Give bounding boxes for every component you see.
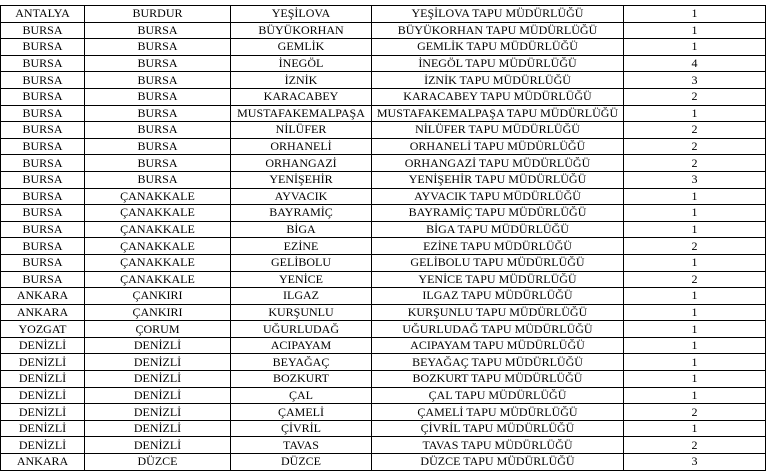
regional-directorate-cell: BURSA bbox=[1, 122, 85, 139]
province-cell: ÇANAKKALE bbox=[85, 205, 231, 222]
district-cell: İZNİK bbox=[231, 72, 372, 89]
province-cell: ÇORUM bbox=[85, 321, 231, 338]
office-name-cell: YENİŞEHİR TAPU MÜDÜRLÜĞÜ bbox=[372, 171, 624, 188]
table-row bbox=[1, 88, 766, 105]
province-cell: DÜZCE bbox=[85, 454, 231, 471]
count-cell: 1 bbox=[624, 221, 766, 238]
district-cell: NİLÜFER bbox=[231, 122, 372, 139]
province-cell: BURSA bbox=[85, 22, 231, 39]
regional-directorate-cell: DENİZLİ bbox=[1, 437, 85, 454]
office-name-cell: UĞURLUDAĞ TAPU MÜDÜRLÜĞÜ bbox=[372, 321, 624, 338]
table-row bbox=[1, 387, 766, 404]
count-cell: 1 bbox=[624, 420, 766, 437]
table-row bbox=[1, 105, 766, 122]
office-name-cell: KURŞUNLU TAPU MÜDÜRLÜĞÜ bbox=[372, 304, 624, 321]
office-name-cell: DÜZCE TAPU MÜDÜRLÜĞÜ bbox=[372, 454, 624, 471]
office-name-cell: GELİBOLU TAPU MÜDÜRLÜĞÜ bbox=[372, 254, 624, 271]
district-cell: YENİŞEHİR bbox=[231, 171, 372, 188]
count-cell: 3 bbox=[624, 72, 766, 89]
province-cell: BURSA bbox=[85, 39, 231, 56]
table-body bbox=[1, 6, 766, 471]
table-row bbox=[1, 321, 766, 338]
province-cell: BURSA bbox=[85, 105, 231, 122]
table-row bbox=[1, 171, 766, 188]
office-name-cell: BEYAĞAÇ TAPU MÜDÜRLÜĞÜ bbox=[372, 354, 624, 371]
table-row bbox=[1, 55, 766, 72]
table-row bbox=[1, 354, 766, 371]
province-cell: BURSA bbox=[85, 88, 231, 105]
regional-directorate-cell: BURSA bbox=[1, 39, 85, 56]
table-row bbox=[1, 22, 766, 39]
table-row bbox=[1, 371, 766, 388]
count-cell: 1 bbox=[624, 205, 766, 222]
district-cell: DÜZCE bbox=[231, 454, 372, 471]
regional-directorate-cell: BURSA bbox=[1, 205, 85, 222]
regional-directorate-cell: DENİZLİ bbox=[1, 404, 85, 421]
district-cell: KARACABEY bbox=[231, 88, 372, 105]
count-cell: 3 bbox=[624, 454, 766, 471]
province-cell: DENİZLİ bbox=[85, 371, 231, 388]
district-cell: ACIPAYAM bbox=[231, 337, 372, 354]
district-cell: ORHANGAZİ bbox=[231, 155, 372, 172]
table-row bbox=[1, 155, 766, 172]
office-name-cell: MUSTAFAKEMALPAŞA TAPU MÜDÜRLÜĞÜ bbox=[372, 105, 624, 122]
regional-directorate-cell: BURSA bbox=[1, 238, 85, 255]
district-cell: UĞURLUDAĞ bbox=[231, 321, 372, 338]
district-cell: GELİBOLU bbox=[231, 254, 372, 271]
count-cell: 1 bbox=[624, 371, 766, 388]
table-row bbox=[1, 254, 766, 271]
district-cell: GEMLİK bbox=[231, 39, 372, 56]
count-cell: 2 bbox=[624, 138, 766, 155]
count-cell: 1 bbox=[624, 105, 766, 122]
province-cell: BURSA bbox=[85, 72, 231, 89]
count-cell: 1 bbox=[624, 188, 766, 205]
office-name-cell: İNEGÖL TAPU MÜDÜRLÜĞÜ bbox=[372, 55, 624, 72]
table-row bbox=[1, 221, 766, 238]
regional-directorate-cell: ANTALYA bbox=[1, 6, 85, 23]
office-name-cell: İZNİK TAPU MÜDÜRLÜĞÜ bbox=[372, 72, 624, 89]
table-row bbox=[1, 238, 766, 255]
count-cell: 3 bbox=[624, 171, 766, 188]
province-cell: ÇANKIRI bbox=[85, 304, 231, 321]
district-cell: ÇAL bbox=[231, 387, 372, 404]
table-row bbox=[1, 454, 766, 471]
province-cell: ÇANAKKALE bbox=[85, 238, 231, 255]
district-cell: EZİNE bbox=[231, 238, 372, 255]
office-name-cell: TAVAS TAPU MÜDÜRLÜĞÜ bbox=[372, 437, 624, 454]
district-cell: TAVAS bbox=[231, 437, 372, 454]
regional-directorate-cell: BURSA bbox=[1, 188, 85, 205]
count-cell: 2 bbox=[624, 122, 766, 139]
count-cell: 2 bbox=[624, 88, 766, 105]
table-row bbox=[1, 205, 766, 222]
district-cell: BEYAĞAÇ bbox=[231, 354, 372, 371]
province-cell: DENİZLİ bbox=[85, 437, 231, 454]
district-cell: YENİCE bbox=[231, 271, 372, 288]
province-cell: BURDUR bbox=[85, 6, 231, 23]
province-cell: ÇANAKKALE bbox=[85, 221, 231, 238]
office-name-cell: ÇİVRİL TAPU MÜDÜRLÜĞÜ bbox=[372, 420, 624, 437]
count-cell: 2 bbox=[624, 404, 766, 421]
province-cell: BURSA bbox=[85, 138, 231, 155]
regional-directorate-cell: ANKARA bbox=[1, 304, 85, 321]
province-cell: ÇANAKKALE bbox=[85, 254, 231, 271]
province-cell: BURSA bbox=[85, 171, 231, 188]
count-cell: 1 bbox=[624, 321, 766, 338]
regional-directorate-cell: DENİZLİ bbox=[1, 354, 85, 371]
district-cell: BÜYÜKORHAN bbox=[231, 22, 372, 39]
regional-directorate-cell: YOZGAT bbox=[1, 321, 85, 338]
regional-directorate-cell: BURSA bbox=[1, 22, 85, 39]
province-cell: DENİZLİ bbox=[85, 354, 231, 371]
regional-directorate-cell: DENİZLİ bbox=[1, 387, 85, 404]
regional-directorate-cell: BURSA bbox=[1, 254, 85, 271]
office-name-cell: ACIPAYAM TAPU MÜDÜRLÜĞÜ bbox=[372, 337, 624, 354]
province-cell: DENİZLİ bbox=[85, 387, 231, 404]
district-cell: ÇAMELİ bbox=[231, 404, 372, 421]
province-cell: DENİZLİ bbox=[85, 337, 231, 354]
count-cell: 2 bbox=[624, 155, 766, 172]
district-cell: İNEGÖL bbox=[231, 55, 372, 72]
office-name-cell: YEŞİLOVA TAPU MÜDÜRLÜĞÜ bbox=[372, 6, 624, 23]
office-name-cell: NİLÜFER TAPU MÜDÜRLÜĞÜ bbox=[372, 122, 624, 139]
office-name-cell: YENİCE TAPU MÜDÜRLÜĞÜ bbox=[372, 271, 624, 288]
office-name-cell: BİGA TAPU MÜDÜRLÜĞÜ bbox=[372, 221, 624, 238]
district-cell: MUSTAFAKEMALPAŞA bbox=[231, 105, 372, 122]
count-cell: 2 bbox=[624, 271, 766, 288]
district-cell: KURŞUNLU bbox=[231, 304, 372, 321]
table-row bbox=[1, 288, 766, 305]
table-row bbox=[1, 404, 766, 421]
regional-directorate-cell: DENİZLİ bbox=[1, 337, 85, 354]
table-row bbox=[1, 304, 766, 321]
regional-directorate-cell: BURSA bbox=[1, 72, 85, 89]
office-name-cell: AYVACIK TAPU MÜDÜRLÜĞÜ bbox=[372, 188, 624, 205]
district-cell: BİGA bbox=[231, 221, 372, 238]
office-name-cell: ÇAMELİ TAPU MÜDÜRLÜĞÜ bbox=[372, 404, 624, 421]
district-cell: ORHANELİ bbox=[231, 138, 372, 155]
count-cell: 1 bbox=[624, 304, 766, 321]
table-row bbox=[1, 138, 766, 155]
district-cell: ILGAZ bbox=[231, 288, 372, 305]
regional-directorate-cell: DENİZLİ bbox=[1, 371, 85, 388]
count-cell: 4 bbox=[624, 55, 766, 72]
table-row bbox=[1, 122, 766, 139]
table-row bbox=[1, 39, 766, 56]
count-cell: 1 bbox=[624, 254, 766, 271]
district-cell: AYVACIK bbox=[231, 188, 372, 205]
district-cell: BAYRAMİÇ bbox=[231, 205, 372, 222]
office-name-cell: ÇAL TAPU MÜDÜRLÜĞÜ bbox=[372, 387, 624, 404]
count-cell: 1 bbox=[624, 39, 766, 56]
count-cell: 1 bbox=[624, 288, 766, 305]
regional-directorate-cell: BURSA bbox=[1, 171, 85, 188]
province-cell: DENİZLİ bbox=[85, 404, 231, 421]
regional-directorate-cell: BURSA bbox=[1, 55, 85, 72]
province-cell: ÇANKIRI bbox=[85, 288, 231, 305]
count-cell: 1 bbox=[624, 22, 766, 39]
regional-directorate-cell: BURSA bbox=[1, 88, 85, 105]
office-name-cell: BÜYÜKORHAN TAPU MÜDÜRLÜĞÜ bbox=[372, 22, 624, 39]
regional-directorate-cell: DENİZLİ bbox=[1, 420, 85, 437]
office-name-cell: GEMLİK TAPU MÜDÜRLÜĞÜ bbox=[372, 39, 624, 56]
table-row bbox=[1, 437, 766, 454]
district-cell: ÇİVRİL bbox=[231, 420, 372, 437]
regional-directorate-cell: BURSA bbox=[1, 138, 85, 155]
province-cell: DENİZLİ bbox=[85, 420, 231, 437]
regional-directorate-cell: ANKARA bbox=[1, 454, 85, 471]
district-cell: BOZKURT bbox=[231, 371, 372, 388]
count-cell: 1 bbox=[624, 6, 766, 23]
province-cell: ÇANAKKALE bbox=[85, 271, 231, 288]
province-cell: BURSA bbox=[85, 155, 231, 172]
office-name-cell: BOZKURT TAPU MÜDÜRLÜĞÜ bbox=[372, 371, 624, 388]
table-row bbox=[1, 188, 766, 205]
regional-directorate-cell: BURSA bbox=[1, 271, 85, 288]
office-name-cell: ILGAZ TAPU MÜDÜRLÜĞÜ bbox=[372, 288, 624, 305]
count-cell: 1 bbox=[624, 337, 766, 354]
regional-directorate-cell: ANKARA bbox=[1, 288, 85, 305]
office-name-cell: ORHANGAZİ TAPU MÜDÜRLÜĞÜ bbox=[372, 155, 624, 172]
regional-directorate-cell: BURSA bbox=[1, 105, 85, 122]
province-cell: ÇANAKKALE bbox=[85, 188, 231, 205]
table-row bbox=[1, 337, 766, 354]
district-cell: YEŞİLOVA bbox=[231, 6, 372, 23]
province-cell: BURSA bbox=[85, 55, 231, 72]
table-row bbox=[1, 6, 766, 23]
regional-directorate-cell: BURSA bbox=[1, 155, 85, 172]
office-name-cell: BAYRAMİÇ TAPU MÜDÜRLÜĞÜ bbox=[372, 205, 624, 222]
count-cell: 1 bbox=[624, 387, 766, 404]
office-name-cell: KARACABEY TAPU MÜDÜRLÜĞÜ bbox=[372, 88, 624, 105]
table-row bbox=[1, 420, 766, 437]
count-cell: 2 bbox=[624, 437, 766, 454]
count-cell: 1 bbox=[624, 354, 766, 371]
office-name-cell: ORHANELİ TAPU MÜDÜRLÜĞÜ bbox=[372, 138, 624, 155]
tapu-office-table bbox=[0, 5, 766, 471]
regional-directorate-cell: BURSA bbox=[1, 221, 85, 238]
count-cell: 2 bbox=[624, 238, 766, 255]
province-cell: BURSA bbox=[85, 122, 231, 139]
office-name-cell: EZİNE TAPU MÜDÜRLÜĞÜ bbox=[372, 238, 624, 255]
table-row bbox=[1, 271, 766, 288]
table-row bbox=[1, 72, 766, 89]
